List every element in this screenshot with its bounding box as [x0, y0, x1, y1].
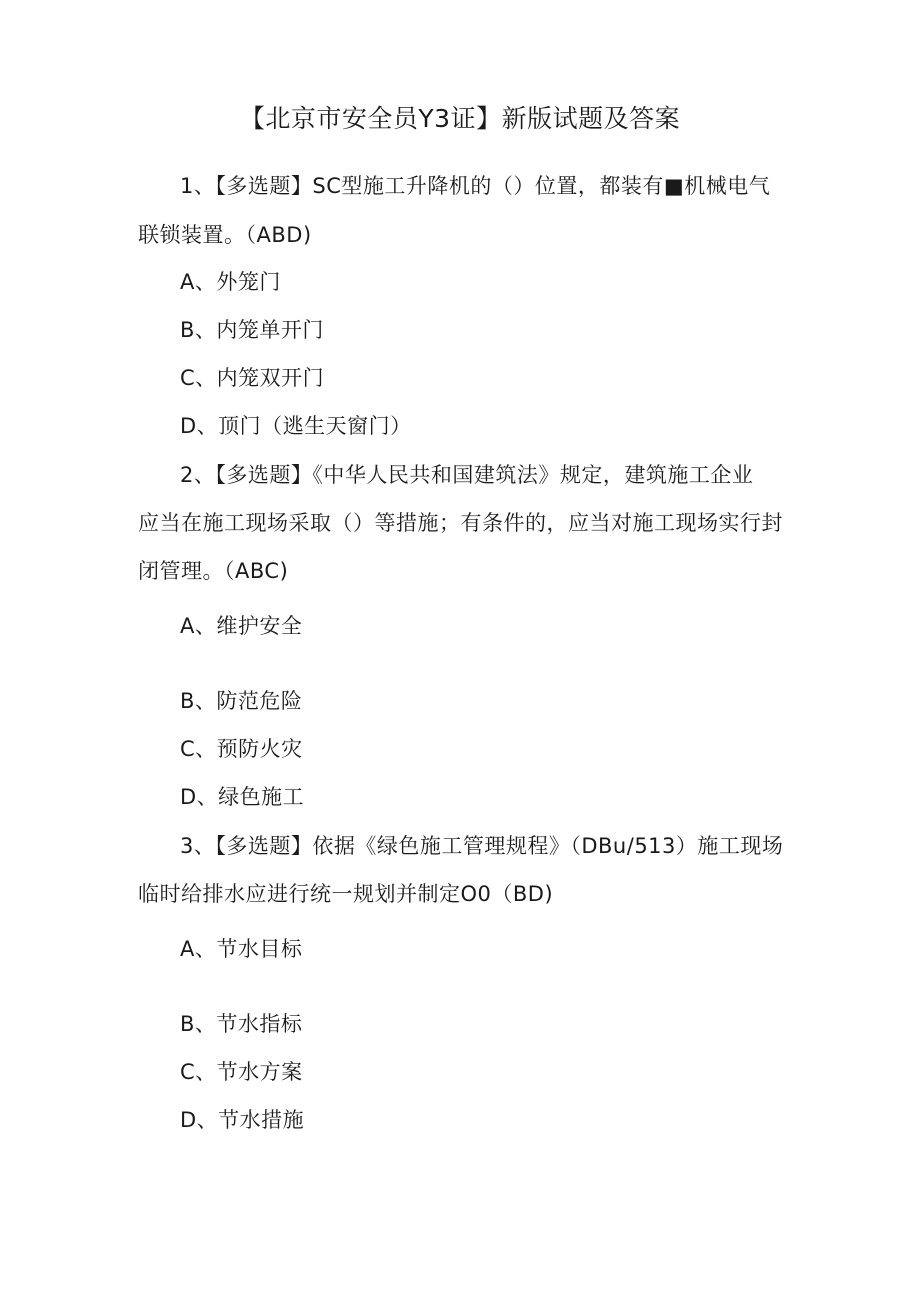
- question-1-option-a: A、外笼门: [180, 270, 281, 294]
- question-3-text-line-1: 3、【多选题】依据《绿色施工管理规程》（DBu/513）施工现场: [180, 834, 784, 858]
- document-title: 【北京市安全员Y3证】新版试题及答案: [239, 104, 681, 133]
- question-2-text-line-1: 2、【多选题】《中华人民共和国建筑法》规定，建筑施工企业: [180, 463, 754, 487]
- question-1-option-c: C、内笼双开门: [180, 366, 325, 390]
- question-3-option-c: C、节水方案: [180, 1060, 303, 1084]
- question-1-option-d: D、顶门（逃生天窗门）: [180, 414, 412, 438]
- question-3-text-line-2: 临时给排水应进行统一规划并制定O0（BD): [138, 882, 554, 906]
- question-2-text-line-3: 闭管理。（ABC): [138, 559, 289, 583]
- question-1-text-line-2: 联锁装置。（ABD): [138, 223, 312, 247]
- question-3-option-d: D、节水措施: [180, 1108, 305, 1132]
- question-1-option-b: B、内笼单开门: [180, 318, 324, 342]
- question-2-option-a: A、维护安全: [180, 614, 303, 638]
- question-3-option-b: B、节水指标: [180, 1012, 303, 1036]
- question-1-text-line-1: 1、【多选题】SC型施工升降机的（）位置，都装有■机械电气: [180, 174, 771, 198]
- question-2-text-line-2: 应当在施工现场采取（）等措施；有条件的，应当对施工现场实行封: [138, 511, 783, 535]
- question-2-option-d: D、绿色施工: [180, 785, 305, 809]
- question-3-option-a: A、节水目标: [180, 937, 303, 961]
- question-2-option-b: B、防范危险: [180, 689, 303, 713]
- question-2-option-c: C、预防火灾: [180, 737, 303, 761]
